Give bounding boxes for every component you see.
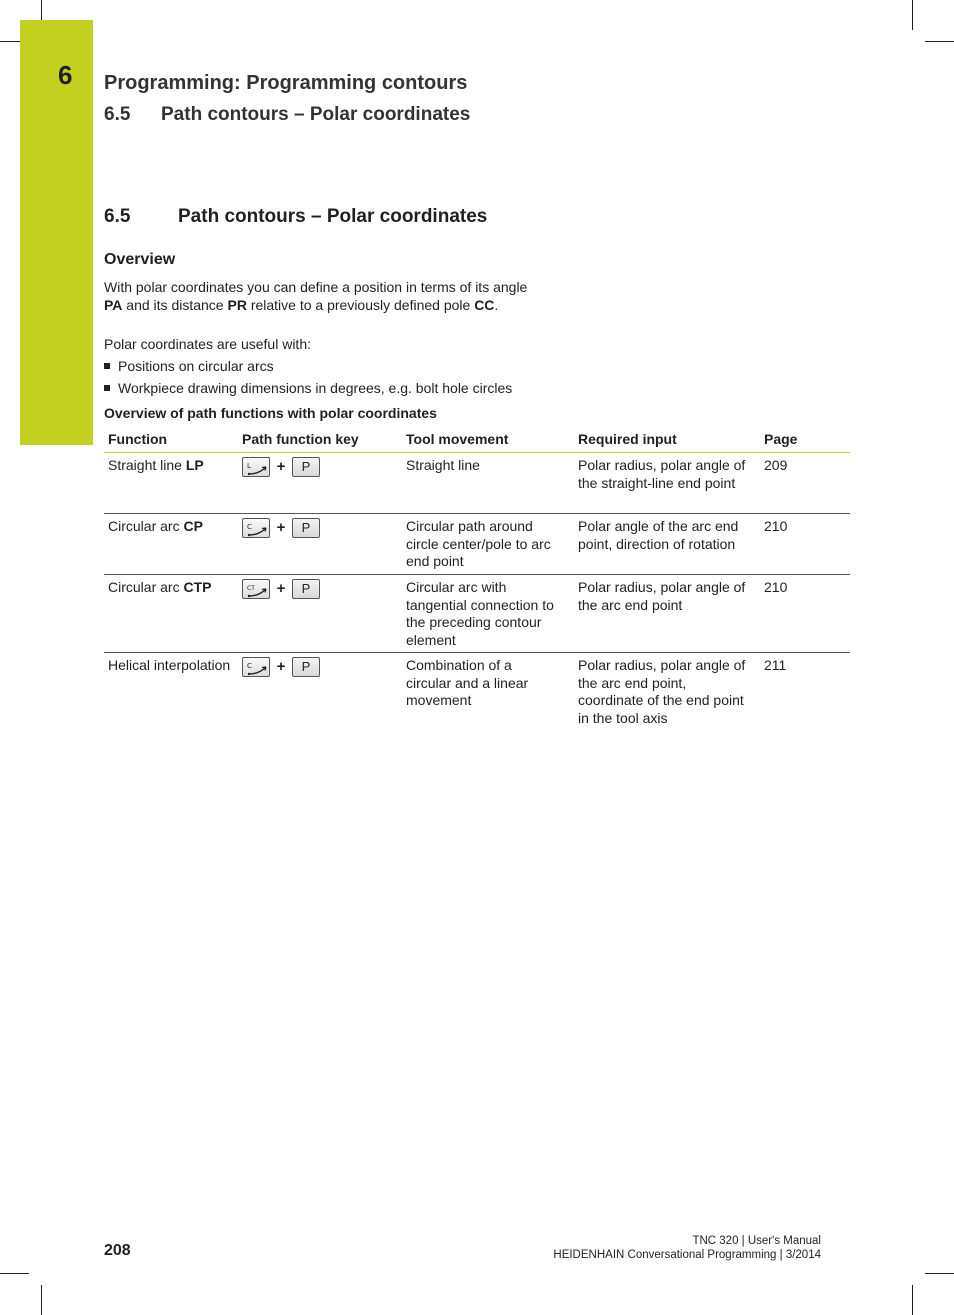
function-cell [108, 579, 236, 597]
crop-mark [925, 1273, 954, 1274]
svg-text:CT: CT [247, 585, 255, 592]
list-item [104, 379, 512, 397]
p-key[interactable]: P [292, 657, 320, 677]
crop-mark [41, 0, 42, 20]
footer-line: HEIDENHAIN Conversational Programming | 3/2014 [553, 1249, 821, 1261]
required-input-cell: Polar radius, polar angle of the arc end point, coordinate of the end point in the tool axis [578, 657, 746, 726]
running-header-section [104, 104, 470, 126]
plus-sign: + [276, 458, 286, 476]
parameter-code: PA [104, 297, 123, 313]
key-combination [242, 457, 402, 477]
parameter-code: CC [474, 297, 495, 313]
table-body [104, 453, 850, 731]
text-run: and its distance [122, 297, 228, 313]
list-item-text: Positions on circular arcs [118, 358, 274, 374]
key-combination [242, 657, 402, 677]
page-ref-cell: 209 [764, 457, 788, 473]
required-input-cell: Polar radius, polar angle of the straight-line end point [578, 457, 746, 491]
circle-key-icon[interactable] [242, 657, 270, 677]
table-row [104, 453, 850, 514]
list-item [104, 357, 274, 375]
table-row [104, 575, 850, 653]
key-combination [242, 518, 402, 538]
column-header: Page [764, 431, 798, 447]
crop-mark [912, 1285, 913, 1315]
function-label: Helical interpolation [108, 657, 231, 673]
section-number: 6.5 [104, 206, 131, 227]
footer-line: TNC 320 | User's Manual [692, 1235, 821, 1247]
function-label: Straight line [108, 457, 186, 473]
tool-movement-cell: Combination of a circular and a linear movement [406, 657, 529, 708]
function-code: LP [185, 457, 204, 473]
plus-sign: + [276, 519, 286, 537]
path-key-cell [242, 457, 402, 477]
p-key[interactable]: P [292, 518, 320, 538]
circle-key-icon[interactable] [242, 518, 270, 538]
footer-info [553, 1234, 821, 1262]
crop-mark [912, 0, 913, 30]
section-title: Path contours – Polar coordinates [178, 206, 488, 227]
crop-mark [0, 1273, 29, 1274]
plus-sign: + [276, 580, 286, 598]
page-ref-cell: 210 [764, 518, 788, 534]
path-functions-table [104, 428, 850, 731]
function-label: Circular arc [108, 518, 184, 534]
function-code: CP [183, 518, 203, 534]
function-cell [108, 457, 236, 475]
plus-sign: + [276, 658, 286, 676]
section-heading [104, 206, 487, 228]
crop-mark [925, 41, 954, 42]
column-header: Function [108, 431, 168, 447]
path-key-cell [242, 657, 402, 677]
table-row [104, 653, 850, 731]
svg-text:L: L [247, 462, 251, 470]
required-input-cell: Polar radius, polar angle of the arc end point [578, 579, 746, 613]
chapter-number: 6 [58, 60, 73, 90]
parameter-code: PR [227, 297, 247, 313]
running-header-section-number: 6.5 [104, 104, 131, 125]
tool-movement-cell: Straight line [406, 457, 480, 473]
table-header-row [104, 428, 850, 453]
list-item-text: Workpiece drawing dimensions in degrees, e.g. bolt hole circles [118, 380, 513, 396]
function-cell [108, 518, 236, 536]
crop-mark [0, 41, 20, 42]
overview-paragraph [104, 278, 544, 314]
text-run: . [494, 297, 499, 313]
required-input-cell: Polar angle of the arc end point, direction of rotation [578, 518, 739, 552]
function-cell [108, 657, 236, 675]
path-key-cell [242, 518, 402, 538]
overview-intro-line: Polar coordinates are useful with: [104, 336, 311, 352]
function-label: Circular arc [108, 579, 184, 595]
key-combination [242, 579, 402, 599]
column-header: Tool movement [406, 431, 509, 447]
page-ref-cell: 210 [764, 579, 788, 595]
text-run: relative to a previously defined pole [246, 297, 475, 313]
bullet-square-icon [104, 385, 110, 391]
tool-movement-cell: Circular arc with tangential connection to the preceding contour element [406, 579, 554, 648]
running-header-section-title: Path contours – Polar coordinates [161, 104, 471, 125]
p-key[interactable]: P [292, 579, 320, 599]
crop-mark [41, 1285, 42, 1315]
column-header: Required input [578, 431, 677, 447]
line-key-icon[interactable] [242, 457, 270, 477]
table-caption: Overview of path functions with polar coordinates [104, 405, 437, 421]
table-row [104, 514, 850, 575]
function-code: CTP [183, 579, 212, 595]
page-ref-cell: 211 [764, 657, 787, 673]
svg-text:C: C [247, 662, 252, 670]
running-header-title: Programming: Programming contours [104, 72, 468, 94]
overview-heading: Overview [104, 251, 176, 268]
tool-movement-cell: Circular path around circle center/pole to arc end point [406, 518, 551, 569]
text-run: With polar coordinates you can define a position in terms of its angle [104, 279, 528, 295]
p-key[interactable]: P [292, 457, 320, 477]
tangential-circle-key-icon[interactable] [242, 579, 270, 599]
bullet-square-icon [104, 363, 110, 369]
svg-text:C: C [247, 523, 252, 531]
column-header: Path function key [242, 431, 359, 447]
chapter-color-tab [20, 20, 93, 445]
page-number: 208 [104, 1242, 131, 1259]
path-key-cell [242, 579, 402, 599]
